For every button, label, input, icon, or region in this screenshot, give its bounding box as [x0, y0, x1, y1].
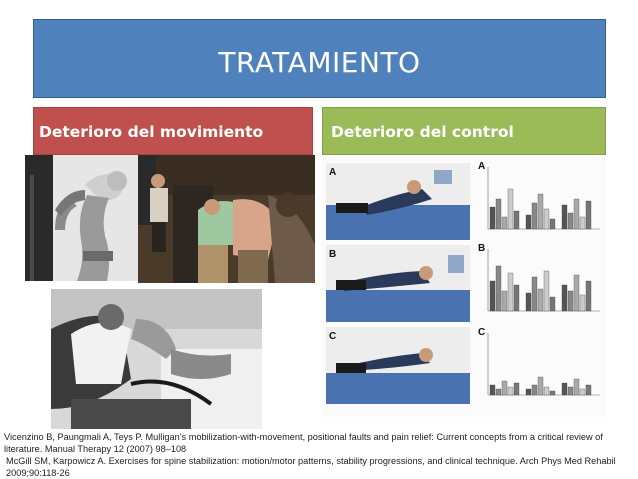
left-header: [33, 107, 313, 155]
chart-bar: [550, 297, 555, 311]
panel-label-b: B: [329, 249, 337, 260]
chart-bar: [526, 215, 531, 229]
chart-bar: [562, 205, 567, 229]
references: [4, 432, 636, 479]
chart-bar: [496, 199, 501, 229]
stabilization-exercises-figure: [322, 155, 606, 417]
chart-bar: [502, 381, 507, 395]
chart-bar: [574, 199, 579, 229]
chart-bar: [544, 387, 549, 395]
chart-bar: [538, 194, 543, 229]
chart-bar: [502, 217, 507, 229]
exercise-photo-c: [326, 327, 470, 404]
chart-bar: [490, 207, 495, 229]
chart-bar: [532, 385, 537, 395]
photo-standing-mobilization: [25, 155, 138, 281]
panel-label-c: C: [329, 331, 337, 342]
chart-bar: [574, 379, 579, 395]
chart-bar: [544, 271, 549, 311]
chart-bar: [490, 385, 495, 395]
chart-bar: [490, 281, 495, 311]
chart-bar: [568, 213, 573, 229]
chart-bar: [586, 385, 591, 395]
chart-bar: [580, 217, 585, 229]
right-header: [322, 107, 606, 155]
chart-bar: [532, 277, 537, 311]
right-header-label: Deterioro del control: [331, 123, 514, 141]
chart-bar: [538, 377, 543, 395]
exercise-photo-a: [326, 163, 470, 240]
chart-bar: [550, 219, 555, 229]
reference-2: McGill SM, Karpowicz A. Exercises for spine stabilization: motion/motor patterns, stability progressions, and clinical technique. Arch Phys Med Rehabil 2009;90:118-26: [6, 456, 616, 478]
chart-label-a: A: [478, 161, 486, 172]
left-header-label: Deterioro del movimiento: [39, 123, 264, 141]
chart-bar: [508, 189, 513, 229]
slide-title: TRATAMIENTO: [218, 46, 421, 79]
chart-bar: [574, 275, 579, 311]
chart-label-b: B: [478, 243, 486, 254]
chart-bar: [526, 293, 531, 311]
photo-group-demonstration: [138, 155, 315, 283]
exercise-photo-b: [326, 245, 470, 322]
chart-bar: [526, 389, 531, 395]
chart-bar: [544, 209, 549, 229]
chart-bar: [580, 389, 585, 395]
chart-bar: [568, 387, 573, 395]
chart-bar: [508, 273, 513, 311]
chart-bar: [562, 383, 567, 395]
photo-seated-mobilization: [51, 289, 262, 429]
chart-bar: [508, 387, 513, 395]
chart-bar: [568, 291, 573, 311]
chart-bar: [532, 203, 537, 229]
chart-bar: [586, 281, 591, 311]
chart-bar: [586, 201, 591, 229]
title-bar: [33, 19, 606, 98]
chart-bar: [502, 291, 507, 311]
chart-bar: [514, 285, 519, 311]
chart-label-c: C: [478, 327, 486, 338]
chart-bar: [580, 295, 585, 311]
chart-bar: [550, 391, 555, 395]
panel-label-a: A: [329, 167, 337, 178]
chart-bar: [514, 383, 519, 395]
chart-bar: [514, 211, 519, 229]
chart-bar: [496, 389, 501, 395]
reference-1: Vicenzino B, Paungmali A, Teys P. Mulligan’s mobilization-with-movement, positional faults and pain relief: Current concepts from a critical review of literature. Manual Therapy 12 (2007) 98–108: [4, 432, 603, 454]
chart-bar: [562, 285, 567, 311]
chart-bar: [496, 266, 501, 311]
chart-bar: [538, 289, 543, 311]
